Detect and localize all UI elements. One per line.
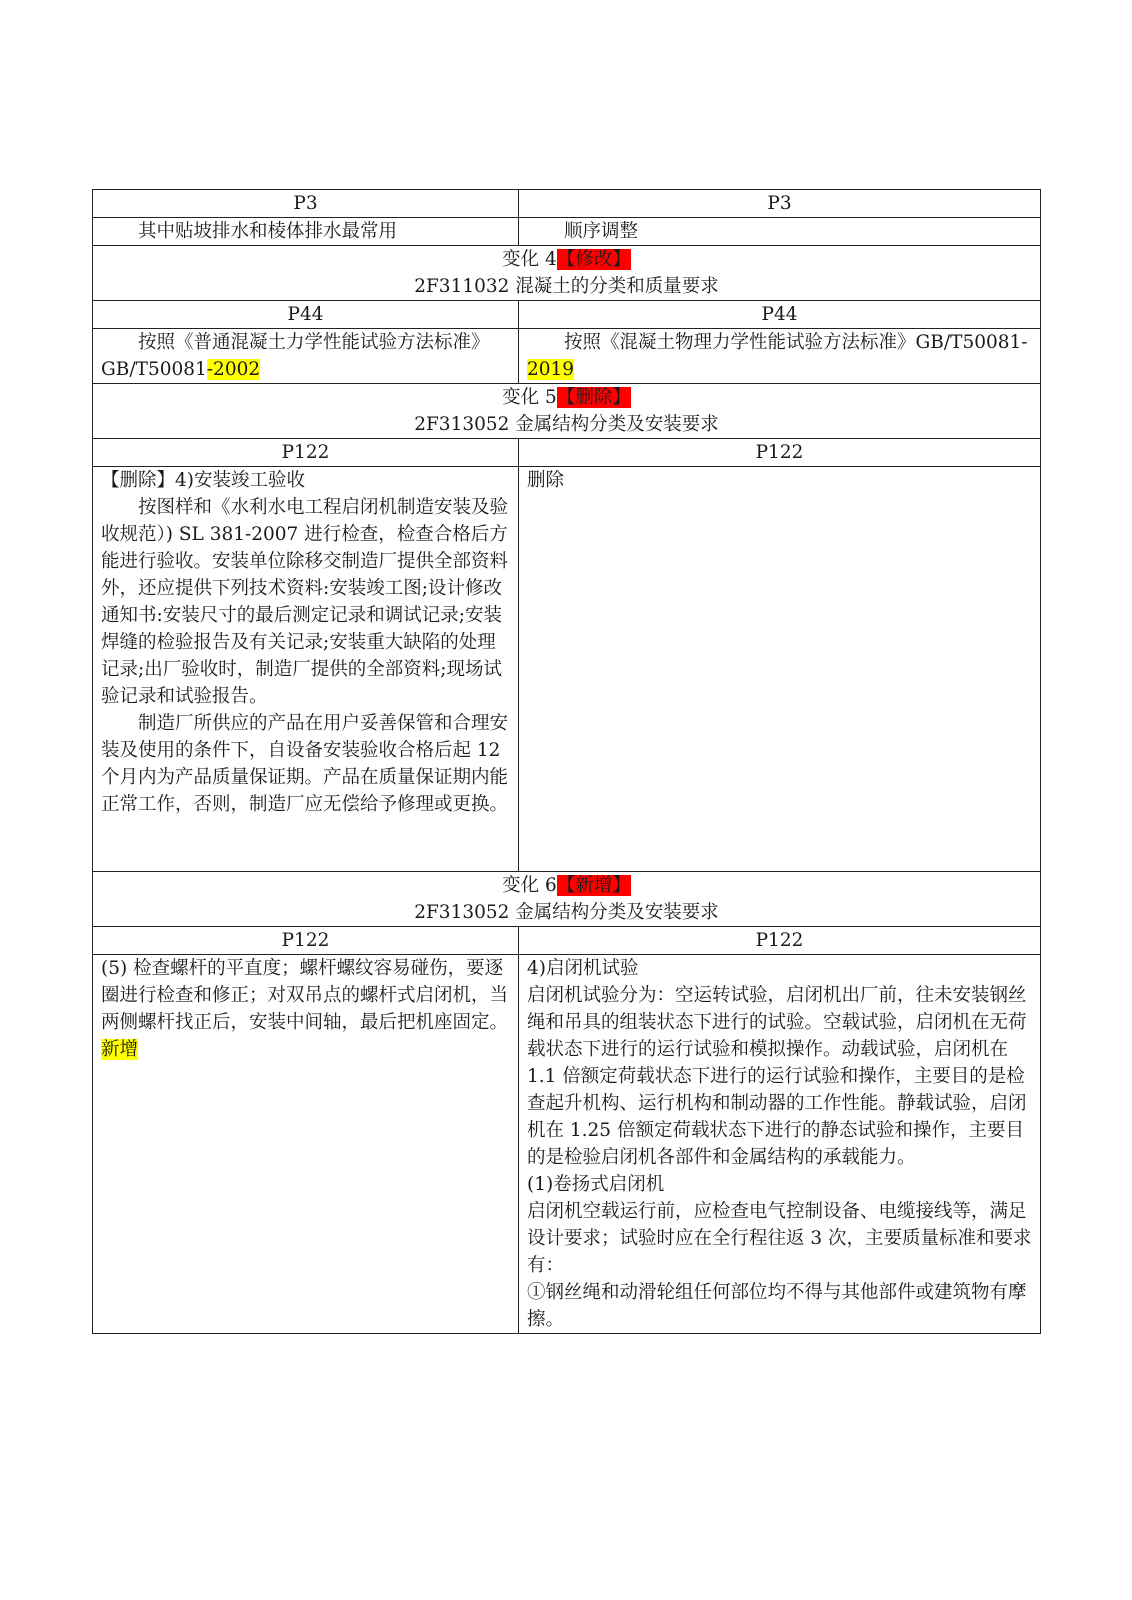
deleted-item-title: 【删除】4)安装竣工验收 <box>101 470 305 491</box>
page-ref-row <box>93 927 1041 955</box>
item-title: 4)启闭机试验 <box>527 958 639 979</box>
content-row <box>93 218 1041 246</box>
old-standard-text: 按照《普通混凝土力学性能试验方法标准》GB/T50081 <box>101 332 490 380</box>
change-5-header <box>93 384 1041 439</box>
change-label: 变化 6 <box>502 875 557 896</box>
section-title: 2F313052 金属结构分类及安装要求 <box>414 414 719 435</box>
new-content <box>519 329 1041 384</box>
content-row <box>93 329 1041 384</box>
content-row <box>93 955 1041 1334</box>
new-content: 顺序调整 <box>519 218 1041 246</box>
new-page-ref: P122 <box>519 927 1041 955</box>
page-ref-row <box>93 301 1041 329</box>
page-ref-row <box>93 439 1041 467</box>
old-page-ref: P3 <box>93 190 519 218</box>
change-label: 变化 5 <box>502 387 557 408</box>
subitem-title: (1)卷扬式启闭机 <box>527 1174 665 1195</box>
new-standard-year: 2019 <box>527 359 575 380</box>
new-content: 删除 <box>519 467 1041 872</box>
old-content: 其中贴坡排水和棱体排水最常用 <box>93 218 519 246</box>
change-tag-modify: 【修改】 <box>556 249 631 270</box>
old-page-ref: P122 <box>93 439 519 467</box>
old-standard-year: -2002 <box>206 359 261 380</box>
change-header-row <box>93 384 1041 439</box>
change-label: 变化 4 <box>502 249 557 270</box>
added-marker: 新增 <box>101 1039 139 1060</box>
new-page-ref: P3 <box>519 190 1041 218</box>
content-row <box>93 467 1041 872</box>
change-tag-delete: 【删除】 <box>556 387 631 408</box>
change-4-header <box>93 246 1041 301</box>
new-standard-text: 按照《混凝土物理力学性能试验方法标准》GB/T50081- <box>564 332 1028 353</box>
old-content <box>93 955 519 1334</box>
change-tag-add: 【新增】 <box>556 875 631 896</box>
new-page-ref: P44 <box>519 301 1041 329</box>
section-title: 2F313052 金属结构分类及安装要求 <box>414 902 719 923</box>
paragraph: 启闭机试验分为：空运转试验，启闭机出厂前，往未安装钢丝绳和吊具的组装状态下进行的试验。空载试验，启闭机在无荷载状态下进行的运行试验和模拟操作。动载试验，启闭机在 1.1 倍额定荷载状态下进行的运行试验和操作，主要目的是检查起升机构、运行机构和制动器的工作性能。静载试验，启闭机在 1.25 倍额定荷载状态下进行的静态试验和操作，主要目的是检验启闭机各部件和金属结构的承载能力。 <box>527 985 1027 1168</box>
old-page-ref: P122 <box>93 927 519 955</box>
change-6-header <box>93 872 1041 927</box>
change-header-row <box>93 246 1041 301</box>
paragraph: 按图样和《水利水电工程启闭机制造安装及验收规范）) SL 381-2007 进行检查，检查合格后方能进行验收。安装单位除移交制造厂提供全部资料外，还应提供下列技术资料:安装竣工图;设计修改通知书:安装尺寸的最后测定记录和调试记录;安装焊缝的检验报告及有关记录;安装重大缺陷的处理记录;出厂验收时，制造厂提供的全部资料;现场试验记录和试验报告。 <box>101 497 509 707</box>
change-header-row <box>93 872 1041 927</box>
paragraph: 启闭机空载运行前，应检查电气控制设备、电缆接线等，满足设计要求；试验时应在全行程往返 3 次，主要质量标准和要求有： <box>527 1201 1032 1276</box>
paragraph: ①钢丝绳和动滑轮组任何部位均不得与其他部件或建筑物有摩擦。 <box>527 1282 1027 1330</box>
new-content <box>519 955 1041 1334</box>
old-content <box>93 467 519 872</box>
page-ref-row <box>93 190 1041 218</box>
paragraph: 制造厂所供应的产品在用户妥善保管和合理安装及使用的条件下，自设备安装验收合格后起 12 个月内为产品质量保证期。产品在质量保证期内能正常工作，否则，制造厂应无偿给予修理或更换。 <box>101 713 509 815</box>
old-content <box>93 329 519 384</box>
section-title: 2F311032 混凝土的分类和质量要求 <box>414 276 719 297</box>
old-page-ref: P44 <box>93 301 519 329</box>
paragraph: (5) 检查螺杆的平直度；螺杆螺纹容易碰伤，要逐圈进行检查和修正；对双吊点的螺杆式启闭机，当两侧螺杆找正后，安装中间轴，最后把机座固定。 <box>101 958 509 1033</box>
comparison-table <box>92 189 1041 1334</box>
new-page-ref: P122 <box>519 439 1041 467</box>
